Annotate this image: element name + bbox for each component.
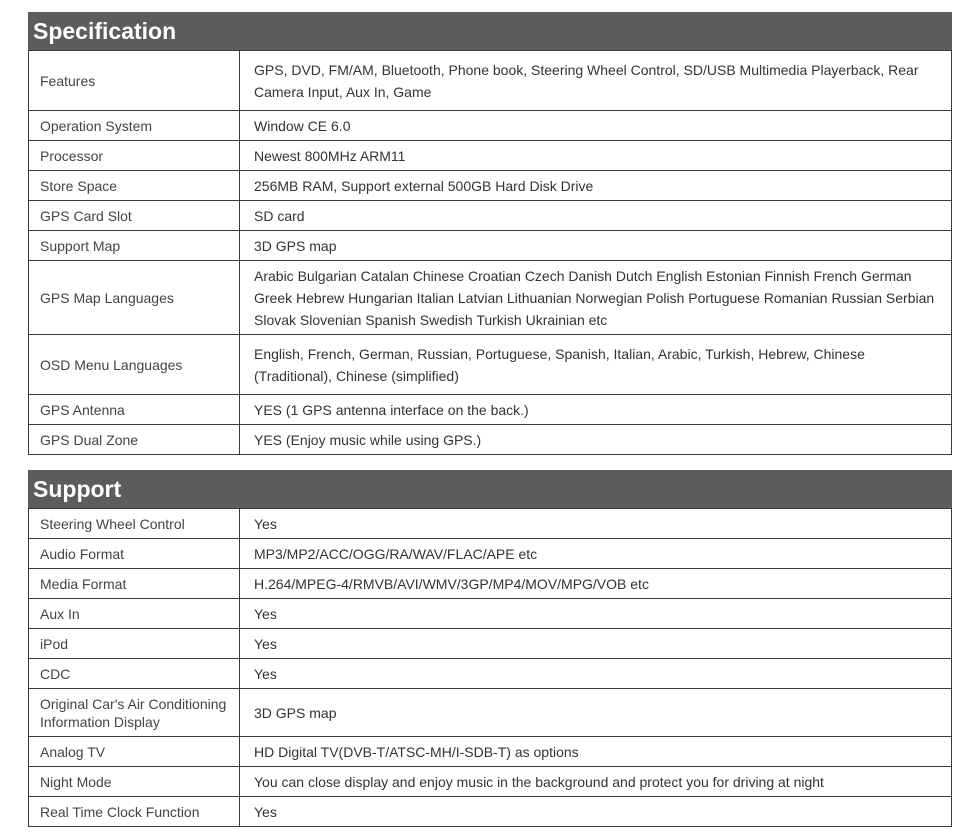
table-row	[29, 659, 952, 689]
specification-table	[28, 50, 952, 455]
row-label: OSD Menu Languages	[29, 335, 240, 395]
table-row	[29, 767, 952, 797]
row-value: You can close display and enjoy music in the background and protect you for driving at night	[240, 767, 952, 797]
row-value: SD card	[240, 201, 952, 231]
row-value: Yes	[240, 599, 952, 629]
table-row	[29, 171, 952, 201]
row-label: Aux In	[29, 599, 240, 629]
row-label: Operation System	[29, 111, 240, 141]
row-label: GPS Map Languages	[29, 261, 240, 335]
table-row	[29, 51, 952, 111]
row-value: 3D GPS map	[240, 231, 952, 261]
row-value: Yes	[240, 659, 952, 689]
table-row	[29, 335, 952, 395]
row-label: Real Time Clock Function	[29, 797, 240, 827]
row-label: Processor	[29, 141, 240, 171]
row-label: Steering Wheel Control	[29, 509, 240, 539]
table-row	[29, 539, 952, 569]
row-label: iPod	[29, 629, 240, 659]
table-row	[29, 261, 952, 335]
row-label: Audio Format	[29, 539, 240, 569]
row-value: 3D GPS map	[240, 689, 952, 737]
row-label: Media Format	[29, 569, 240, 599]
specification-section	[28, 12, 952, 455]
table-row	[29, 797, 952, 827]
table-row	[29, 629, 952, 659]
row-label: CDC	[29, 659, 240, 689]
table-row	[29, 395, 952, 425]
table-row	[29, 569, 952, 599]
row-value: English, French, German, Russian, Portuguese, Spanish, Italian, Arabic, Turkish, Hebrew, Chinese (Traditional), Chinese (simplified)	[240, 335, 952, 395]
table-row	[29, 509, 952, 539]
row-label: GPS Card Slot	[29, 201, 240, 231]
row-value: MP3/MP2/ACC/OGG/RA/WAV/FLAC/APE etc	[240, 539, 952, 569]
row-label: GPS Antenna	[29, 395, 240, 425]
table-row	[29, 201, 952, 231]
table-row	[29, 689, 952, 737]
row-label: GPS Dual Zone	[29, 425, 240, 455]
table-row	[29, 737, 952, 767]
specification-header: Specification	[28, 12, 952, 50]
row-value: YES (1 GPS antenna interface on the back.)	[240, 395, 952, 425]
row-label: Analog TV	[29, 737, 240, 767]
row-value: GPS, DVD, FM/AM, Bluetooth, Phone book, Steering Wheel Control, SD/USB Multimedia Playerback, Rear Camera Input, Aux In, Game	[240, 51, 952, 111]
table-row	[29, 425, 952, 455]
row-value: Yes	[240, 797, 952, 827]
row-value: Yes	[240, 509, 952, 539]
row-value: Yes	[240, 629, 952, 659]
row-value: Window CE 6.0	[240, 111, 952, 141]
row-label: Features	[29, 51, 240, 111]
row-label: Support Map	[29, 231, 240, 261]
row-value: Arabic Bulgarian Catalan Chinese Croatian Czech Danish Dutch English Estonian Finnish French German Greek Hebrew Hungarian Italian Latvian Lithuanian Norwegian Polish Portuguese Romanian Russian Serbian Slovak Slovenian Spanish Swedish Turkish Ukrainian etc	[240, 261, 952, 335]
table-row	[29, 141, 952, 171]
table-row	[29, 599, 952, 629]
row-value: Newest 800MHz ARM11	[240, 141, 952, 171]
support-header: Support	[28, 470, 952, 508]
row-value: H.264/MPEG-4/RMVB/AVI/WMV/3GP/MP4/MOV/MPG/VOB etc	[240, 569, 952, 599]
row-value: YES (Enjoy music while using GPS.)	[240, 425, 952, 455]
support-section	[28, 470, 952, 827]
row-value: HD Digital TV(DVB-T/ATSC-MH/I-SDB-T) as options	[240, 737, 952, 767]
row-label: Store Space	[29, 171, 240, 201]
table-row	[29, 231, 952, 261]
row-value: 256MB RAM, Support external 500GB Hard Disk Drive	[240, 171, 952, 201]
row-label: Night Mode	[29, 767, 240, 797]
support-table	[28, 508, 952, 827]
table-row	[29, 111, 952, 141]
row-label: Original Car's Air Conditioning Information Display	[29, 689, 240, 737]
